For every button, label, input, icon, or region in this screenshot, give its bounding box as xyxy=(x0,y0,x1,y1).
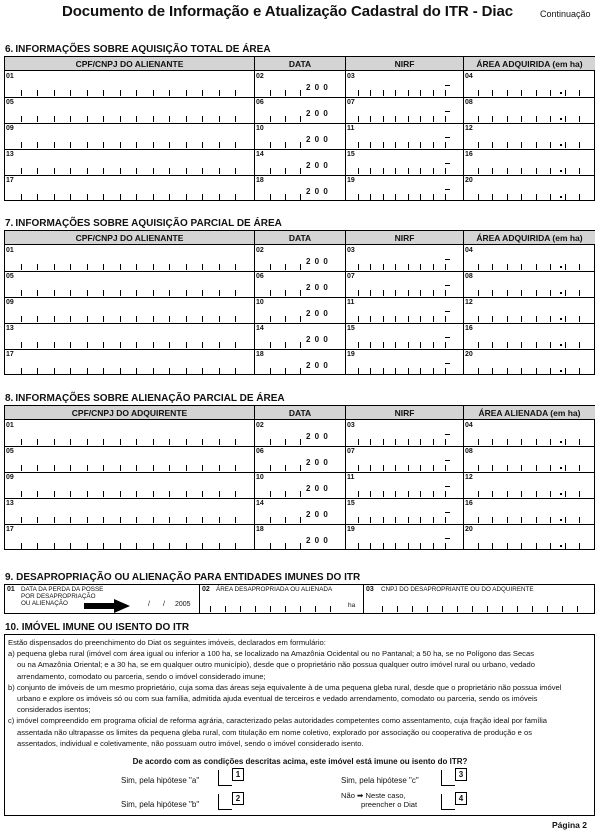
field-number: 08 xyxy=(465,273,473,280)
section-10-text xyxy=(8,637,593,749)
section-8-title xyxy=(5,393,285,404)
section-6-table xyxy=(4,56,595,201)
intro-text: Estão dispensados do preenchimento do Diat os seguintes imóveis, declarados em formulário: xyxy=(8,638,326,647)
arrow-right-icon xyxy=(84,599,130,613)
decimal-comma xyxy=(560,441,562,443)
nirf-dash xyxy=(445,259,450,260)
field-number: 02 xyxy=(256,247,264,254)
column-header: ÁREA ADQUIRIDA (em ha) xyxy=(464,231,595,245)
field-number: 20 xyxy=(465,526,473,533)
area-input[interactable] xyxy=(464,255,594,270)
condition-c-text: c) imóvel compreendido em programa oficial de reforma agrária, caracterizado pelas autoridades competentes como assentamento, cuja fração ideal por família xyxy=(8,716,548,726)
condition-b-text: considerados isentos; xyxy=(17,705,91,715)
area-input[interactable] xyxy=(464,482,594,497)
cpf-input[interactable] xyxy=(5,482,253,497)
nirf-dash xyxy=(445,111,450,112)
page-number: Página 2 xyxy=(552,820,587,830)
field-number: 09 xyxy=(6,474,14,481)
field-number: 13 xyxy=(6,500,14,507)
option-no-checkbox[interactable]: 4 xyxy=(455,792,467,805)
year-prefix: 2 0 0 xyxy=(306,161,329,170)
field-number: 20 xyxy=(465,177,473,184)
column-header: CPF/CNPJ DO ALIENANTE xyxy=(5,231,254,245)
perda-posse-label-line: POR DESAPROPRIAÇÃO xyxy=(21,593,96,600)
section-9-number: 9. xyxy=(5,572,14,583)
date-slash: / xyxy=(148,601,150,608)
field-number: 12 xyxy=(465,474,473,481)
field-number: 01 xyxy=(6,247,14,254)
section-heading: INFORMAÇÕES SOBRE ALIENAÇÃO PARCIAL DE ÁREA xyxy=(15,393,285,404)
nirf-dash xyxy=(445,434,450,435)
decimal-comma xyxy=(560,92,562,94)
perda-posse-label-line: DATA DA PERDA DA POSSE xyxy=(21,586,104,593)
field-number: 07 xyxy=(347,273,355,280)
column-header: ÁREA ADQUIRIDA (em ha) xyxy=(464,57,595,71)
decimal-comma xyxy=(560,266,562,268)
cpf-input[interactable] xyxy=(5,456,253,471)
decimal-comma xyxy=(560,292,562,294)
field-number: 12 xyxy=(465,125,473,132)
decimal-comma xyxy=(560,318,562,320)
area-input[interactable] xyxy=(464,534,594,549)
decimal-comma xyxy=(560,118,562,120)
year-prefix: 2 0 0 xyxy=(306,283,329,292)
area-input[interactable] xyxy=(464,133,594,148)
area-input[interactable] xyxy=(464,333,594,348)
column-header: DATA xyxy=(255,57,345,71)
area-input[interactable] xyxy=(464,456,594,471)
column-header: DATA xyxy=(255,231,345,245)
field-number: 20 xyxy=(465,351,473,358)
field-number: 18 xyxy=(256,351,264,358)
area-input[interactable] xyxy=(464,107,594,122)
year-prefix: 2 0 0 xyxy=(306,309,329,318)
area-input[interactable] xyxy=(464,359,594,374)
field-number: 16 xyxy=(465,500,473,507)
document-title: Documento de Informação e Atualização Cadastral do ITR - Diac xyxy=(62,3,513,20)
field-number: 18 xyxy=(256,177,264,184)
section-number: 8. xyxy=(5,393,14,404)
decimal-comma xyxy=(560,196,562,198)
nirf-dash xyxy=(445,337,450,338)
field-number: 06 xyxy=(256,273,264,280)
year-prefix: 2 0 0 xyxy=(306,335,329,344)
field-number: 04 xyxy=(465,73,473,80)
area-input[interactable] xyxy=(464,159,594,174)
option-no-label xyxy=(341,791,417,809)
year-prefix: 2 0 0 xyxy=(306,536,329,545)
area-input[interactable] xyxy=(464,81,594,96)
hectare-unit: ha xyxy=(348,602,356,609)
field-number: 13 xyxy=(6,325,14,332)
field-number: 07 xyxy=(347,99,355,106)
cpf-input[interactable] xyxy=(5,508,253,523)
cpf-input[interactable] xyxy=(5,185,253,200)
field-number: 11 xyxy=(347,299,355,306)
field-number: 17 xyxy=(6,177,14,184)
column-header: NIRF xyxy=(346,57,463,71)
cpf-input[interactable] xyxy=(5,281,253,296)
section-10-number: 10. xyxy=(5,622,19,633)
field-number: 14 xyxy=(256,151,264,158)
section-number: 6. xyxy=(5,44,14,55)
year-prefix: 2 0 0 xyxy=(306,361,329,370)
field-number: 06 xyxy=(256,448,264,455)
field-number: 19 xyxy=(347,526,355,533)
field-number: 10 xyxy=(256,299,264,306)
section-7-title xyxy=(5,218,282,229)
field-number: 15 xyxy=(347,325,355,332)
field-number: 03 xyxy=(347,247,355,254)
section-10-title xyxy=(5,622,189,633)
option-a-label: Sim, pela hipótese "a" xyxy=(121,776,200,785)
field-number: 04 xyxy=(465,247,473,254)
year-prefix: 2 0 0 xyxy=(306,135,329,144)
field-number: 11 xyxy=(347,474,355,481)
cpf-input[interactable] xyxy=(5,333,253,348)
field-number: 18 xyxy=(256,526,264,533)
cpf-input[interactable] xyxy=(5,307,253,322)
nirf-dash xyxy=(445,85,450,86)
nirf-dash xyxy=(445,538,450,539)
decimal-comma xyxy=(560,170,562,172)
field-number: 09 xyxy=(6,299,14,306)
field-02-number: 02 xyxy=(202,586,210,593)
field-number: 17 xyxy=(6,351,14,358)
cnpj-desapropriante-label: CNPJ DO DESAPROPRIANTE OU DO ADQUIRENTE xyxy=(381,586,534,593)
condition-c-text: assentada não ultrapasse os limites da pequena gleba rural, com titulação em nome coletivo, explorado por associação ou cooperativa de produção e os xyxy=(17,727,533,737)
nirf-dash xyxy=(445,363,450,364)
field-number: 16 xyxy=(465,151,473,158)
area-input[interactable] xyxy=(464,430,594,445)
area-input[interactable] xyxy=(464,185,594,200)
nirf-dash xyxy=(445,163,450,164)
nirf-dash xyxy=(445,512,450,513)
column-header: CPF/CNPJ DO ALIENANTE xyxy=(5,57,254,71)
date-slash: / xyxy=(163,601,165,608)
area-input[interactable] xyxy=(464,307,594,322)
field-number: 17 xyxy=(6,526,14,533)
decimal-comma xyxy=(560,344,562,346)
cpf-input[interactable] xyxy=(5,107,253,122)
field-number: 02 xyxy=(256,73,264,80)
field-number: 06 xyxy=(256,99,264,106)
cpf-input[interactable] xyxy=(5,255,253,270)
nirf-dash xyxy=(445,311,450,312)
area-desapropriada-label: ÁREA DESAPROPRIADA OU ALIENADA xyxy=(216,586,333,593)
date-year-prefix: 2005 xyxy=(175,601,191,608)
section-10-heading: IMÓVEL IMUNE OU ISENTO DO ITR xyxy=(21,622,190,633)
field-01-number: 01 xyxy=(7,586,15,593)
field-number: 15 xyxy=(347,500,355,507)
nirf-dash xyxy=(445,189,450,190)
option-no-label-line: Não ➡ Neste caso, xyxy=(341,791,406,800)
condition-a-text: ou na Amazônia Oriental; e a 30 ha, se em qualquer outro município), desde que o proprietário não possua qualquer outro imóvel rural ou urbano, vedado xyxy=(17,660,535,670)
continuation-label: Continuação xyxy=(540,9,591,19)
field-number: 14 xyxy=(256,500,264,507)
decimal-comma xyxy=(560,545,562,547)
section-9-heading: DESAPROPRIAÇÃO OU ALIENAÇÃO PARA ENTIDADES IMUNES DO ITR xyxy=(16,572,361,583)
field-number: 05 xyxy=(6,273,14,280)
field-number: 08 xyxy=(465,448,473,455)
column-header: NIRF xyxy=(346,231,463,245)
option-b-checkbox[interactable]: 2 xyxy=(232,792,244,805)
field-number: 10 xyxy=(256,474,264,481)
decimal-comma xyxy=(560,493,562,495)
field-number: 12 xyxy=(465,299,473,306)
field-number: 02 xyxy=(256,422,264,429)
option-c-label: Sim, pela hipótese "c" xyxy=(341,776,419,785)
question-text: De acordo com as condições descritas acima, este imóvel está imune ou isento do ITR? xyxy=(132,757,468,766)
section-7-table xyxy=(4,230,595,375)
field-03-number: 03 xyxy=(366,586,374,593)
year-prefix: 2 0 0 xyxy=(306,109,329,118)
option-no-label-line: preencher o Diat xyxy=(361,800,418,809)
cpf-input[interactable] xyxy=(5,534,253,549)
field-number: 19 xyxy=(347,351,355,358)
condition-a-text: a) pequena gleba rural (imóvel com área igual ou inferior a 100 ha, se localizado na Amazônia Ocidental ou no Pantanal; a 50 ha, se no Polígono das Secas xyxy=(8,649,534,659)
section-heading: INFORMAÇÕES SOBRE AQUISIÇÃO PARCIAL DE ÁREA xyxy=(15,218,282,229)
year-prefix: 2 0 0 xyxy=(306,83,329,92)
field-number: 03 xyxy=(347,73,355,80)
field-number: 13 xyxy=(6,151,14,158)
perda-posse-label-line: OU ALIENAÇÃO xyxy=(21,600,68,607)
field-number: 19 xyxy=(347,177,355,184)
section-9-title xyxy=(5,572,360,583)
area-input[interactable] xyxy=(464,508,594,523)
option-b-label: Sim, pela hipótese "b" xyxy=(121,800,200,809)
nirf-dash xyxy=(445,137,450,138)
section-heading: INFORMAÇÕES SOBRE AQUISIÇÃO TOTAL DE ÁREA xyxy=(15,44,271,55)
field-number: 05 xyxy=(6,99,14,106)
year-prefix: 2 0 0 xyxy=(306,432,329,441)
year-prefix: 2 0 0 xyxy=(306,484,329,493)
nirf-dash xyxy=(445,460,450,461)
cnpj-desapropriante-input[interactable] xyxy=(367,596,594,612)
year-prefix: 2 0 0 xyxy=(306,510,329,519)
column-header: DATA xyxy=(255,406,345,420)
field-number: 11 xyxy=(347,125,355,132)
field-number: 05 xyxy=(6,448,14,455)
field-number: 08 xyxy=(465,99,473,106)
field-number: 14 xyxy=(256,325,264,332)
field-number: 04 xyxy=(465,422,473,429)
option-c-checkbox[interactable]: 3 xyxy=(455,768,467,781)
condition-c-text: assentados, individual e coletivamente, não possuam outro imóvel, sendo o imóvel considerado isento. xyxy=(17,738,364,748)
decimal-comma xyxy=(560,144,562,146)
decimal-comma xyxy=(560,467,562,469)
field-number: 10 xyxy=(256,125,264,132)
field-number: 01 xyxy=(6,422,14,429)
field-number: 16 xyxy=(465,325,473,332)
condition-a-text: arrendamento, comodato ou parceria, sendo o imóvel considerado imune; xyxy=(17,671,266,681)
cpf-input[interactable] xyxy=(5,159,253,174)
cpf-input[interactable] xyxy=(5,81,253,96)
cpf-input[interactable] xyxy=(5,430,253,445)
decimal-comma xyxy=(560,370,562,372)
section-8-table xyxy=(4,405,595,550)
field-number: 03 xyxy=(347,422,355,429)
cpf-input[interactable] xyxy=(5,133,253,148)
condition-b-text: urbano e explore os imóveis só ou com sua família, admitida ajuda eventual de terceiros e vedado arrendamento, comodato ou parceria, sendo os imóveis xyxy=(17,694,538,704)
column-header: ÁREA ALIENADA (em ha) xyxy=(464,406,595,420)
column-header: CPF/CNPJ DO ADQUIRENTE xyxy=(5,406,254,420)
column-header: NIRF xyxy=(346,406,463,420)
year-prefix: 2 0 0 xyxy=(306,257,329,266)
nirf-dash xyxy=(445,285,450,286)
field-number: 01 xyxy=(6,73,14,80)
nirf-dash xyxy=(445,486,450,487)
option-a-checkbox[interactable]: 1 xyxy=(232,768,244,781)
field-number: 15 xyxy=(347,151,355,158)
year-prefix: 2 0 0 xyxy=(306,187,329,196)
section-6-title xyxy=(5,44,271,55)
field-number: 09 xyxy=(6,125,14,132)
cpf-input[interactable] xyxy=(5,359,253,374)
area-input[interactable] xyxy=(464,281,594,296)
section-number: 7. xyxy=(5,218,14,229)
condition-b-text: b) conjunto de imóveis de um mesmo proprietário, cuja soma das áreas seja equivalente à de uma pequena gleba rural, desde que o proprietário não possua imóvel xyxy=(8,682,562,692)
field-number: 07 xyxy=(347,448,355,455)
year-prefix: 2 0 0 xyxy=(306,458,329,467)
decimal-comma xyxy=(560,519,562,521)
